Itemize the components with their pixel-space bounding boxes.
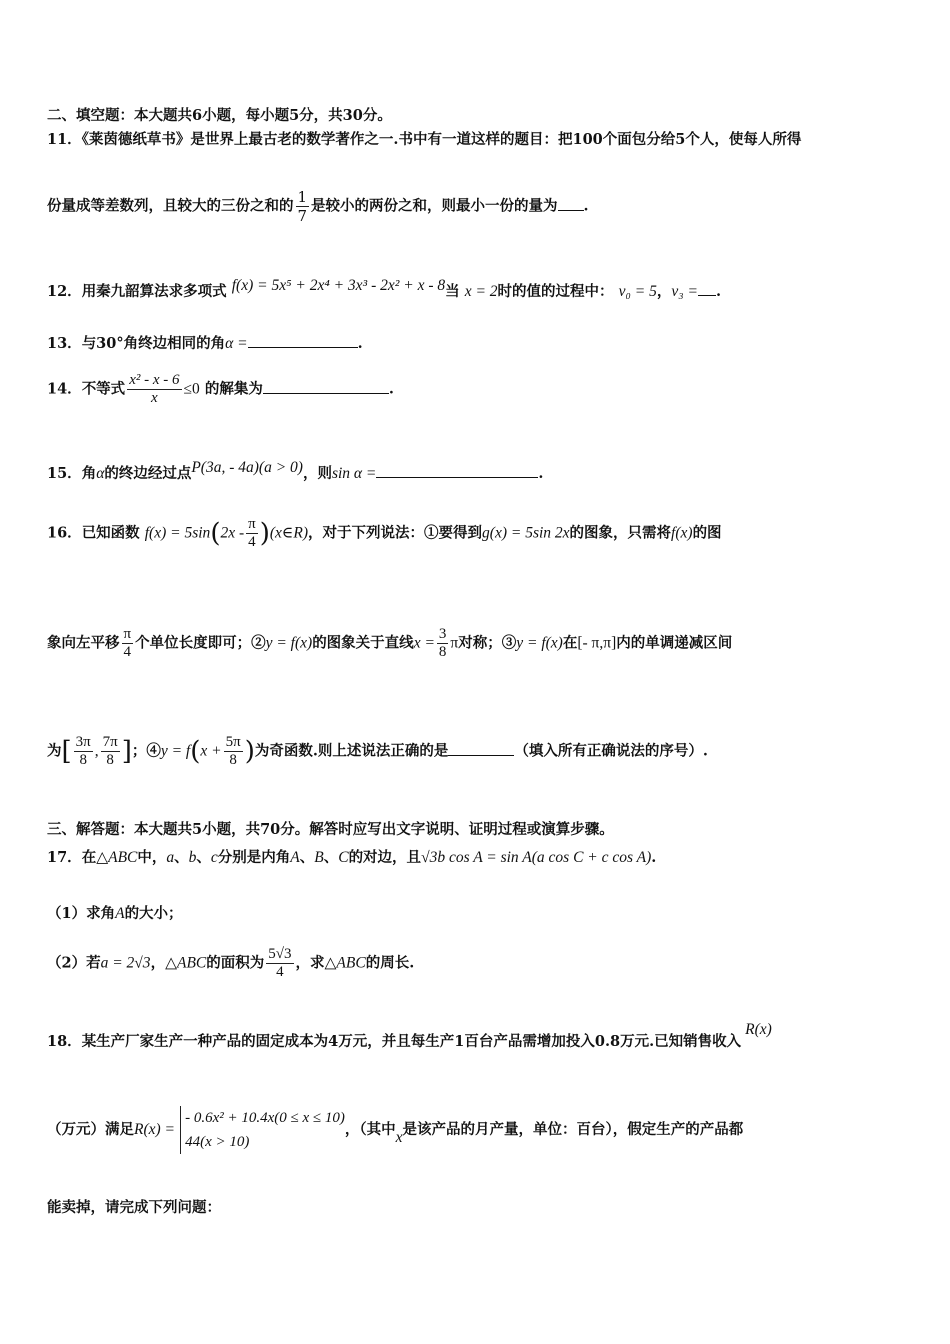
q16-pi-over-4: [246, 516, 258, 551]
q14-relation: ≤0: [183, 380, 200, 398]
q16-7pi: 7π: [102, 734, 118, 750]
q12-line: [47, 277, 722, 301]
q12-text-2: 当: [445, 283, 460, 300]
q12-number: 12．: [47, 283, 82, 300]
q15-text-2: 的终边经过点: [104, 465, 192, 482]
q16-eight: 8: [438, 644, 447, 660]
q14-frac-num: x² - x - 6: [129, 372, 180, 388]
q16-text-12: ；④: [131, 742, 161, 760]
q11-text-1: 《莱茵德纸草书》是世界上最古老的数学著作之一.书中有一道这样的题目：把100个面包分给5个人，使每人所得: [81, 131, 802, 148]
q13-end: .: [357, 335, 363, 352]
q16-x-eq: x =: [413, 634, 435, 652]
q16-text-10: 内的单调递减区间: [616, 634, 733, 652]
q16-text-13: 为奇函数.则上述说法正确的是: [254, 742, 449, 760]
q18-number: 18．: [47, 1033, 82, 1050]
q13-alpha: α =: [225, 335, 248, 352]
q16-text-6: 个单位长度即可；②: [135, 634, 266, 652]
q16-text-5: 象向左平移: [47, 634, 120, 652]
q16-interval-comma: ,: [94, 742, 99, 760]
q17-p2-triangle: △ABC: [165, 954, 207, 972]
q15-line: [47, 459, 544, 483]
q16-lbracket-icon: [: [61, 736, 72, 767]
q16-f-prefix: f(x) = 5sin: [144, 524, 211, 542]
q15-point: P(3a, - 4a)(a > 0): [191, 459, 303, 476]
q14-answer-blank[interactable]: [263, 383, 389, 394]
q16-text-7: 的图象关于直线: [312, 634, 414, 652]
q17-B: B: [314, 849, 324, 866]
q16-3pi-den: 8: [74, 751, 93, 769]
q15-end: .: [538, 465, 544, 482]
q17-p2-label: （2）若: [47, 954, 101, 972]
q15-text-3: ，则: [302, 465, 332, 482]
q11-fraction: [296, 188, 310, 225]
q17-number: 17．: [47, 849, 82, 866]
q17-A: A: [290, 849, 300, 866]
q11-frac-den: 7: [297, 207, 308, 225]
q15-text-1: 角: [81, 465, 97, 482]
q11-number: 11．: [47, 131, 82, 148]
q17-area-fraction: [266, 946, 293, 981]
q11-line-1: [47, 128, 801, 149]
q17-p1-text: 的大小；: [124, 905, 183, 922]
q16-rparen-icon: ): [259, 518, 270, 549]
q17-part-2: [47, 946, 414, 981]
q16-7pi-den: 8: [101, 751, 120, 769]
q17-end: .: [651, 849, 657, 866]
q17-p2-end: 的周长.: [365, 954, 415, 972]
q17-text-3: 分别是内角: [217, 849, 291, 866]
q16-text-14: （填入所有正确说法的序号）.: [514, 742, 708, 760]
q17-p2-triangle-2: △ABC: [324, 954, 366, 972]
q16-y4: y = f: [160, 742, 191, 760]
q17-part-1: [47, 902, 183, 923]
q17-area-den: 4: [266, 963, 293, 981]
q17-sep-1: 、: [174, 849, 189, 866]
q13-number: 13．: [47, 335, 82, 352]
q16-pi: π: [248, 516, 256, 532]
q16-answer-blank[interactable]: [448, 745, 514, 756]
q14-line: [47, 372, 394, 407]
q17-sep-4: 、: [323, 849, 339, 866]
q16-fx: f(x): [671, 524, 693, 542]
q14-text-1: 不等式: [81, 380, 126, 398]
q16-3pi: 3π: [75, 734, 91, 750]
q17-triangle: △ABC: [96, 849, 138, 866]
q16-rparen2-icon: ): [244, 736, 255, 767]
q16-shift-pi: π: [123, 626, 132, 642]
q16-lparen-icon: (: [210, 518, 221, 549]
q17-text-4: 的对边，且: [348, 849, 422, 866]
q17-b: b: [188, 849, 197, 866]
q16-3pi-8: [74, 734, 93, 769]
q17-text-1: 在: [81, 849, 97, 866]
q12-text-3: 时的值的过程中：: [497, 283, 614, 300]
q13-line: [47, 332, 363, 353]
q14-end: .: [388, 380, 394, 398]
q12-answer-blank[interactable]: [698, 285, 716, 296]
q16-5pi: 5π: [225, 734, 241, 750]
q11-answer-blank[interactable]: [558, 200, 584, 211]
q16-text-1: 已知函数: [81, 524, 140, 542]
q12-comma: ，: [656, 283, 672, 300]
section-3-title: 三、解答题：本大题共5小题，共70分。解答时应写出文字说明、证明过程或演算步骤。: [47, 821, 614, 838]
q15-alpha: α: [96, 465, 105, 482]
q12-condition: x = 2: [464, 283, 498, 300]
q14-text-2: 的解集为: [204, 380, 263, 398]
q18-piecewise: [180, 1106, 345, 1154]
q16-line-2: [47, 626, 732, 661]
q17-p1-label: （1）求角: [47, 905, 116, 922]
q14-number: 14．: [47, 380, 82, 398]
q16-text-3: 的图象，只需将: [569, 524, 672, 542]
q15-answer-blank[interactable]: [376, 467, 538, 478]
q18-text-3: ，（其中: [344, 1121, 396, 1138]
q16-line-3: [47, 734, 708, 769]
q18-Rx: R(x): [745, 1021, 772, 1038]
q16-four: 4: [246, 533, 258, 551]
q16-number: 16．: [47, 524, 82, 542]
q11-line-2: [47, 188, 589, 225]
q14-fraction: [127, 372, 181, 407]
q16-line-1: [47, 516, 722, 551]
q16-text-11: 为: [47, 742, 62, 760]
q17-line: [47, 846, 656, 867]
q18-line-2: [47, 1106, 743, 1154]
q16-text-2: ，对于下列说法：①要得到: [308, 524, 483, 542]
q18-text-4: 是该产品的月产量，单位：百台），假定生产的产品都: [402, 1121, 744, 1138]
q16-f-inner: 2x -: [220, 524, 245, 542]
q16-5pi-8: [224, 734, 243, 769]
q17-p2-sep: ，: [150, 954, 166, 972]
q16-rbracket-icon: ]: [121, 736, 132, 767]
q17-text-2: 中，: [137, 849, 167, 866]
q17-p1-A: A: [115, 905, 125, 922]
q16-text-4: 的图: [692, 524, 722, 542]
q16-text-8: 对称；③: [458, 634, 517, 652]
q16-yfx-3: y = f(x): [516, 634, 563, 652]
q12-end: .: [715, 283, 722, 300]
q17-c: c: [210, 849, 218, 866]
q12-text-1: 用秦九韶算法求多项式: [81, 283, 227, 300]
q12-v3: v₃ =: [671, 283, 698, 300]
q18-x: x: [395, 1129, 403, 1146]
q16-interval-1: [- π,π]: [577, 634, 617, 652]
q18-text-2: （万元）满足: [47, 1121, 134, 1138]
q18-case-1: - 0.6x² + 10.4x(0 ≤ x ≤ 10): [185, 1110, 345, 1126]
q12-polynomial: f(x) = 5x⁵ + 2x⁴ + 3x³ - 2x² + x - 8: [231, 277, 446, 294]
q11-frac-num: 1: [297, 188, 308, 206]
q16-three: 3: [438, 626, 447, 642]
q17-p2-text: 的面积为: [206, 954, 265, 972]
q16-shift-fraction: [122, 626, 134, 661]
q16-text-9: 在: [562, 634, 578, 652]
q13-answer-blank[interactable]: [248, 337, 358, 348]
q17-C: C: [338, 849, 349, 866]
q17-sep-2: 、: [196, 849, 211, 866]
q15-sin: sin α =: [331, 465, 377, 482]
q13-text-1: 与30°角终边相同的角: [81, 335, 226, 352]
q18-case-2: 44(x > 10): [185, 1134, 250, 1150]
q14-frac-den: x: [127, 389, 181, 407]
q18-line-1: [47, 1021, 772, 1051]
q16-x-plus: x +: [200, 742, 222, 760]
q16-domain: (x∈R): [269, 524, 309, 542]
section-2-title: 二、填空题：本大题共6小题，每小题5分，共30分。: [47, 107, 392, 124]
q17-p2-text-2: ，求: [295, 954, 325, 972]
q16-yfx-2: y = f(x): [265, 634, 313, 652]
q12-v0: v₀ = 5: [618, 283, 657, 300]
q16-shift-four: 4: [122, 643, 134, 661]
q16-three-eighths: [437, 626, 449, 661]
q17-p2-a: a = 2√3: [100, 954, 151, 972]
q17-area-num: 5√3: [268, 946, 292, 962]
q18-line-3: 能卖掉，请完成下列问题：: [47, 1199, 221, 1216]
q17-sep-3: 、: [299, 849, 315, 866]
q16-5pi-den: 8: [224, 751, 243, 769]
q17-a: a: [166, 849, 175, 866]
q17-condition: √3b cos A = sin A(a cos C + c cos A): [421, 849, 652, 866]
q18-text-1: 某生产厂家生产一种产品的固定成本为4万元，并且每生产1百台产品需增加投入0.8万元.已知销售收入: [81, 1033, 742, 1050]
q16-pi-sym: π: [450, 634, 459, 652]
q11-end: .: [583, 197, 589, 215]
q16-7pi-8: [101, 734, 120, 769]
q18-R-lhs: R(x) =: [134, 1121, 176, 1138]
q11-text-3: 是较小的两份之和，则最小一份的量为: [311, 197, 558, 215]
q16-g: g(x) = 5sin 2x: [482, 524, 570, 542]
q11-text-2: 份量成等差数列，且较大的三份之和的: [47, 197, 294, 215]
q15-number: 15．: [47, 465, 82, 482]
q16-lparen2-icon: (: [190, 736, 201, 767]
